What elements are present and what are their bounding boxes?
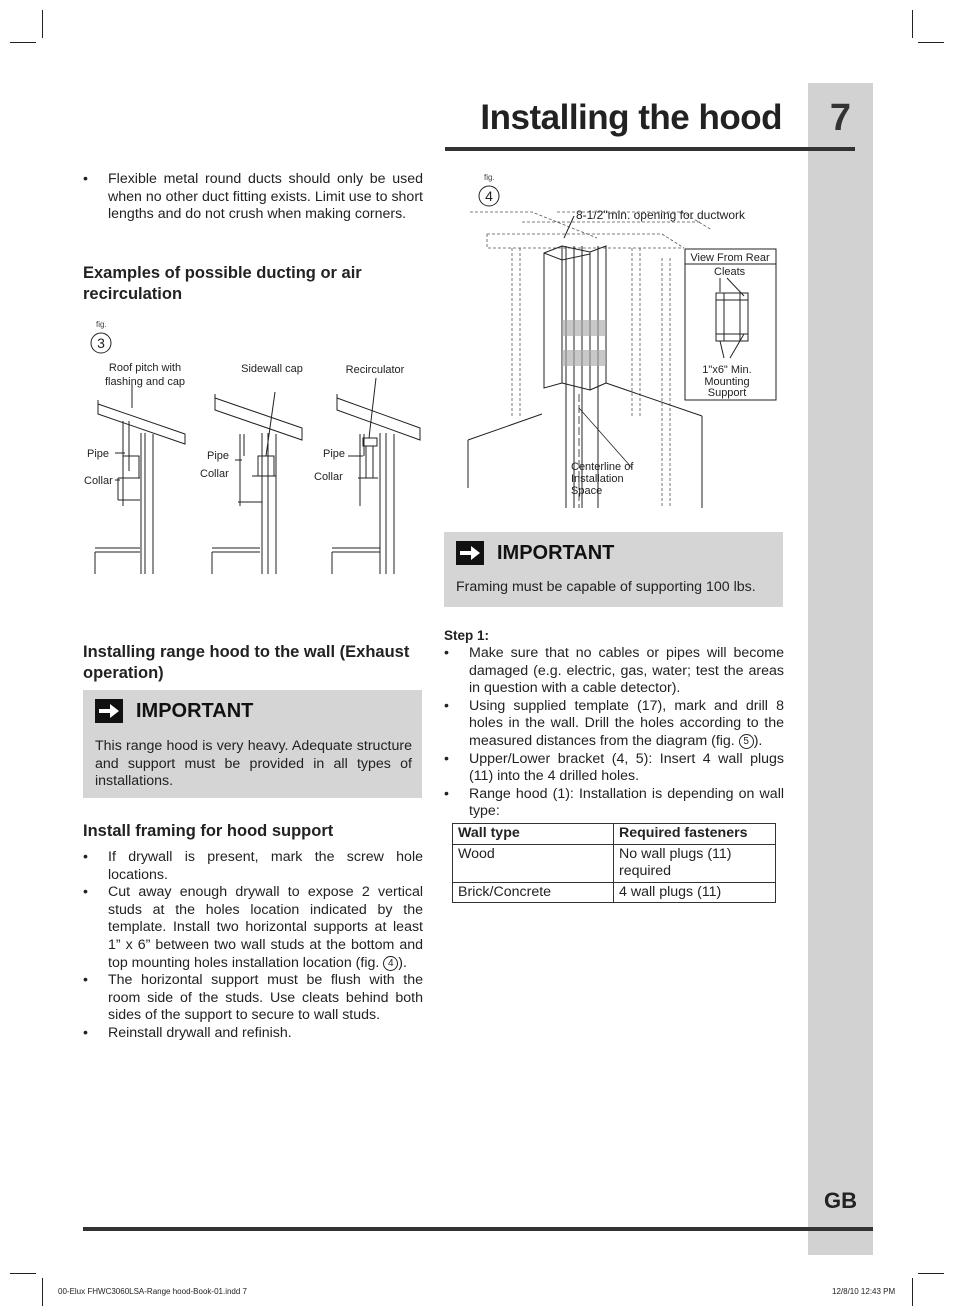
arrow-right-icon (456, 541, 484, 565)
crop-mark (42, 1278, 43, 1306)
important-text: This range hood is very heavy. Adequate structure and support must be provided in all types of installations. (95, 738, 412, 790)
roof-label-1: Roof pitch with (108, 362, 182, 374)
footer-date: 12/8/10 12:43 PM (832, 1287, 896, 1296)
list-item: • The horizontal support must be flush with the room side of the studs. Use cleats behind both sides of the support to secure to wall studs. (83, 972, 423, 1025)
examples-heading: Examples of possible ducting or air recirculation (83, 264, 362, 303)
framing-heading: Install framing for hood support (83, 822, 334, 840)
centerline-label-1: Centerline of (571, 461, 634, 473)
table-header-row (453, 824, 776, 845)
fig4-label: fig. (484, 173, 495, 182)
collar-label-1: Collar (84, 475, 113, 487)
crop-mark (912, 10, 913, 38)
crop-mark (42, 10, 43, 38)
list-item: • If drywall is present, mark the screw hole locations. (83, 849, 423, 884)
fig4-number: 4 (485, 188, 493, 204)
sidewall-label: Sidewall cap (241, 363, 303, 375)
important-label: IMPORTANT (136, 699, 254, 722)
view-from-rear-label: View From Rear (690, 252, 770, 264)
fig3-unit-recirculator (332, 378, 420, 574)
cleats-label: Cleats (714, 266, 746, 278)
fig3-unit-sidewall (212, 392, 302, 574)
important-box-structure (83, 690, 422, 798)
footer-file: 00-Elux FHWC3060LSA-Range hood-Book-01.indd 7 (58, 1287, 247, 1296)
opening-label: 8-1/2"min. opening for ductwork (576, 208, 746, 222)
framing-bullet-list (83, 849, 423, 1043)
list-item: • Upper/Lower bracket (4, 5): Insert 4 wall plugs (11) into the 4 drilled holes. (444, 751, 784, 786)
fig3-label: fig. (96, 320, 107, 329)
fig-ref-badge: 5 (739, 734, 754, 749)
table-row (453, 882, 776, 903)
footer-rule (83, 1227, 873, 1231)
table-row (453, 844, 776, 882)
list-item: • Range hood (1): Installation is depending on wall type: (444, 786, 784, 821)
crop-mark (10, 1273, 36, 1274)
step-bullet-list (444, 645, 784, 821)
intro-bullet-list (83, 171, 423, 224)
support-label-3: Support (707, 387, 747, 399)
support-label-1: 1"x6" Min. (702, 364, 752, 376)
centerline-label-2: Installation (571, 473, 624, 485)
recirculator-label: Recirculator (345, 364, 405, 376)
table-header-cell: Required fasteners (614, 824, 776, 845)
crop-mark (918, 1273, 944, 1274)
fig4-framing-diagram (462, 168, 800, 516)
table-cell: 4 wall plugs (11) (614, 882, 776, 903)
crop-mark (912, 1278, 913, 1306)
language-tab: GB (824, 1188, 857, 1213)
centerline-label-3: Space (571, 485, 603, 497)
table-cell: Brick/Concrete (453, 882, 614, 903)
fig3-ducting-diagram (80, 316, 430, 578)
important-box-framing (444, 532, 783, 607)
arrow-right-icon (95, 699, 123, 723)
page-title: Installing the hood (480, 98, 782, 137)
page-number: 7 (829, 97, 852, 139)
fasteners-table (452, 823, 776, 903)
list-item: • Flexible metal round ducts should only be used when no other duct fitting exists. Limit use to short lengths and do not crush when making corners. (83, 171, 423, 224)
header-rule (445, 147, 855, 151)
crop-mark (918, 42, 944, 43)
table-cell: No wall plugs (11) required (614, 844, 776, 882)
pipe-label-1: Pipe (87, 448, 110, 460)
page-sidebar (808, 83, 873, 1255)
important-text: Framing must be capable of supporting 100 lbs. (456, 579, 756, 595)
collar-label-3: Collar (314, 471, 343, 483)
roof-label-2: flashing and cap (104, 376, 186, 388)
fig3-number: 3 (97, 335, 105, 351)
wall-install-heading: Installing range hood to the wall (Exhaust operation) (83, 643, 410, 682)
pipe-label-2: Pipe (207, 450, 230, 462)
list-item: • Cut away enough drywall to expose 2 vertical studs at the holes location indicated by the template. Install two horizontal supports at least 1” x 6” between two wall studs at the bottom and top mounting holes installation location (fig. 4 ). (83, 884, 423, 972)
important-label: IMPORTANT (497, 541, 615, 564)
crop-mark (10, 42, 36, 43)
list-item: • Using supplied template (17), mark and drill 8 holes in the wall. Drill the holes according to the measured distances from the diagram (fig. 5 ). (444, 698, 784, 751)
collar-label-2: Collar (200, 468, 229, 480)
fig4-supports (562, 320, 606, 366)
step-label: Step 1: (444, 628, 490, 643)
list-item: • Reinstall drywall and refinish. (83, 1025, 423, 1043)
table-header-cell: Wall type (453, 824, 614, 845)
pipe-label-3: Pipe (323, 448, 346, 460)
list-item: • Make sure that no cables or pipes will become damaged (e.g. electric, gas, water; test the areas in question with a cable detector). (444, 645, 784, 698)
table-cell: Wood (453, 844, 614, 882)
fig-ref-badge: 4 (383, 956, 398, 971)
support-label-2: Mounting (704, 376, 750, 388)
